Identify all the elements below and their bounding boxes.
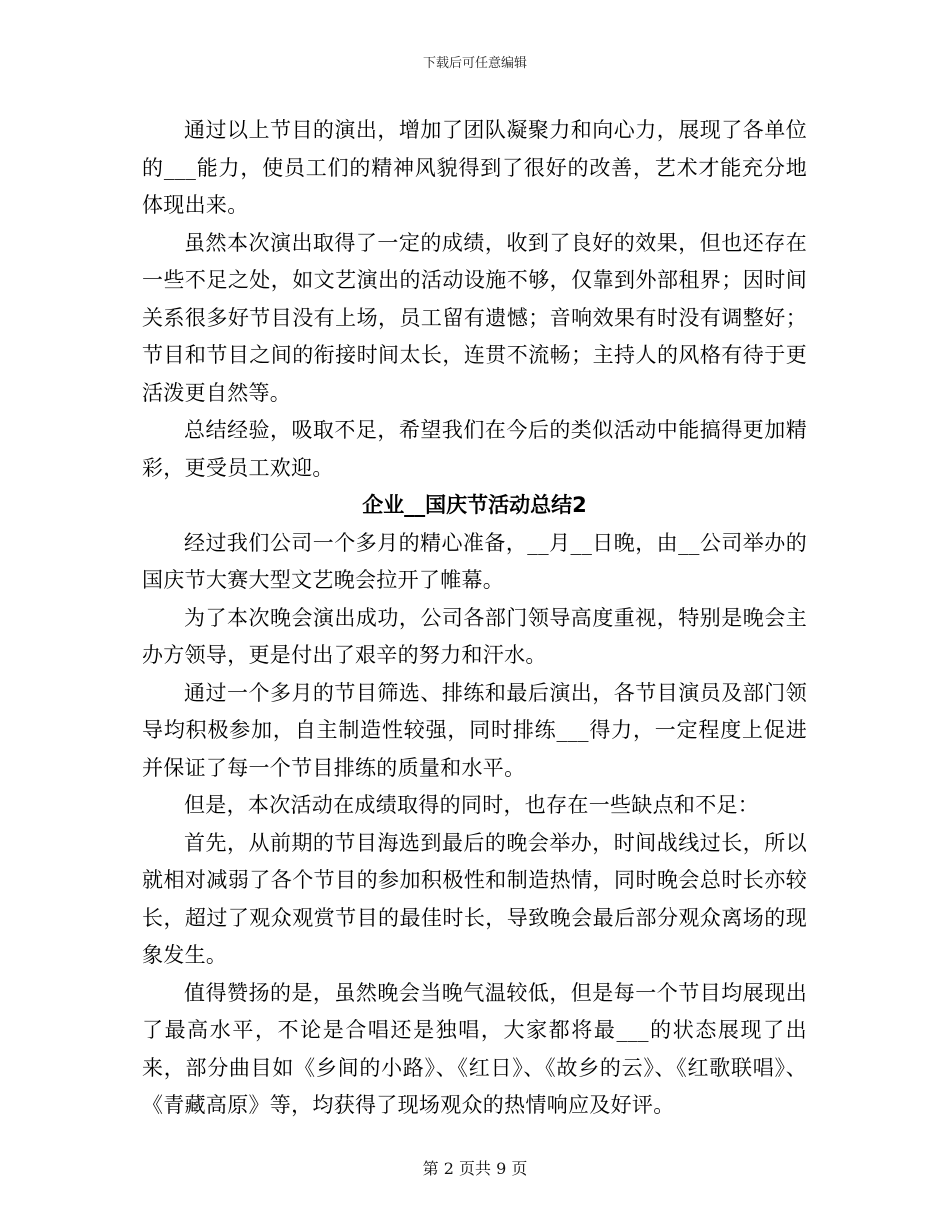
paragraph: 但是，本次活动在成绩取得的同时，也存在一些缺点和不足： <box>184 793 760 817</box>
paragraph: 通过以上节目的演出，增加了团队凝聚力和向心力，展现了各单位的___能力，使员工们的精神风貌得到了很好的改善，艺术才能充分地体现出来。 <box>142 118 807 217</box>
paragraph: 虽然本次演出取得了一定的成绩，收到了良好的效果，但也还存在一些不足之处，如文艺演出的活动设施不够，仅靠到外部租界；因时间关系很多好节目没有上场，员工留有遗憾；音响效果有时没有调整好；节目和节目之间的衔接时间太长，连贯不流畅；主持人的风格有待于更活泼更自然等。 <box>142 230 807 405</box>
document-body <box>142 112 807 1125</box>
paragraph: 经过我们公司一个多月的精心准备，__月__日晚，由__公司举办的国庆节大赛大型文艺晚会拉开了帷幕。 <box>142 530 807 592</box>
paragraph: 值得赞扬的是，虽然晚会当晚气温较低，但是每一个节目均展现出了最高水平，不论是合唱还是独唱，大家都将最___的状态展现了出来，部分曲目如《乡间的小路》、《红日》、《故乡的云》、《红歌联唱》、《青藏高原》等，均获得了现场观众的热情响应及好评。 <box>142 980 807 1117</box>
paragraph: 通过一个多月的节目筛选、排练和最后演出，各节目演员及部门领导均积极参加，自主制造性较强，同时排练___得力，一定程度上促进并保证了每一个节目排练的质量和水平。 <box>142 680 807 780</box>
paragraph: 为了本次晚会演出成功，公司各部门领导高度重视，特别是晚会主办方领导，更是付出了艰辛的努力和汗水。 <box>142 605 807 667</box>
section-title: 企业__国庆节活动总结2 <box>362 493 587 517</box>
page-header: 下载后可任意编辑 <box>422 56 527 71</box>
paragraph: 首先，从前期的节目海选到最后的晚会举办，时间战线过长，所以就相对减弱了各个节目的参加积极性和制造热情，同时晚会总时长亦较长，超过了观众观赏节目的最佳时长，导致晚会最后部分观众离场的现象发生。 <box>142 830 807 967</box>
paragraph: 总结经验，吸取不足，希望我们在今后的类似活动中能搞得更加精彩，更受员工欢迎。 <box>142 418 807 480</box>
page-footer: 第 2 页共 9 页 <box>422 1159 528 1178</box>
